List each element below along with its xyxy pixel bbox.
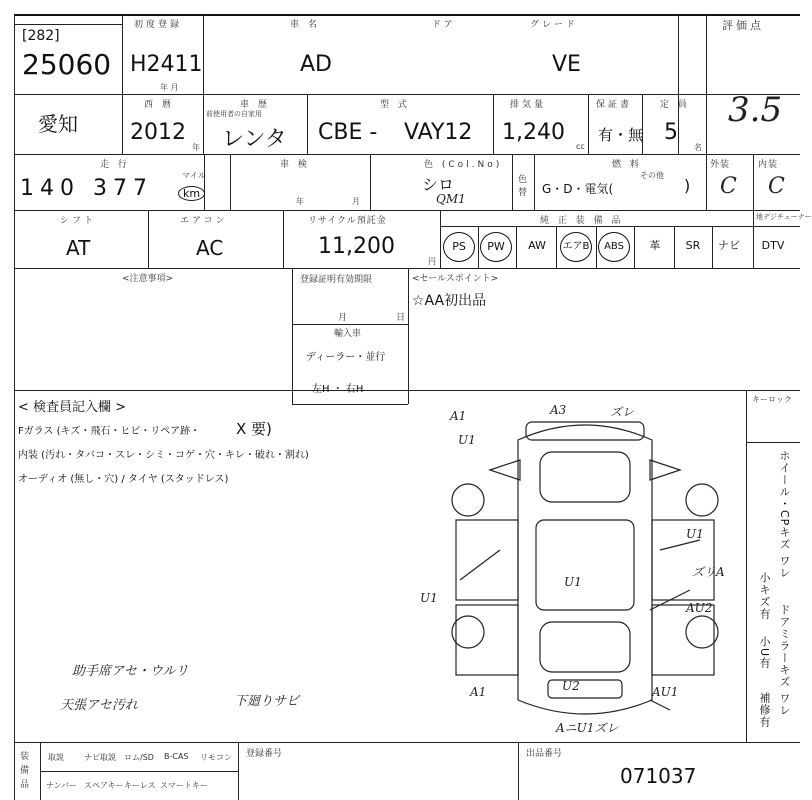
divider <box>14 94 800 95</box>
grade-value: VE <box>552 52 581 77</box>
exhibit-value: 071037 <box>620 764 697 788</box>
divider <box>440 226 800 227</box>
wheel-lf <box>452 484 484 516</box>
divider <box>204 154 205 210</box>
color-label: 色 (Col.No) <box>424 160 503 170</box>
car-diagram <box>420 400 740 740</box>
divider <box>14 154 800 155</box>
displacement-label: 排気量 <box>510 100 547 110</box>
divider <box>596 226 597 268</box>
mark-10: A1 <box>470 685 487 699</box>
divider <box>712 226 713 268</box>
shift-label: シフト <box>60 216 97 226</box>
mileage-label: 走 行 <box>100 160 130 170</box>
inspection-label: 車 検 <box>280 160 310 170</box>
equip-airbag: エアB <box>560 232 592 262</box>
side-label-dent: 小U有 <box>758 636 771 670</box>
fuel-close: ) <box>684 176 691 195</box>
divider <box>14 742 800 743</box>
divider <box>14 24 122 25</box>
warranty-value: 有・無 <box>598 126 644 144</box>
warranty-label: 保証書 <box>596 100 633 110</box>
recycle-label: リサイクル預託金 <box>308 216 387 226</box>
region-value: 愛知 <box>38 112 78 136</box>
mileage-unit-top: マイル <box>182 171 206 180</box>
divider <box>440 210 441 268</box>
divider <box>556 226 557 268</box>
footer-item: スペアキー <box>84 781 124 790</box>
mark-5: U1 <box>686 527 704 541</box>
import-label: 輸入車 <box>334 329 362 339</box>
divider <box>746 442 800 443</box>
exterior-label: 外装 <box>710 160 731 170</box>
mark-4: ズレ <box>610 405 635 419</box>
first-reg-value: H2411 <box>130 52 203 77</box>
car-body-outline <box>518 425 652 714</box>
mark-stroke <box>660 540 700 550</box>
equip-leather: 革 <box>649 239 661 252</box>
door-label: ドア <box>432 20 456 30</box>
divider <box>292 324 408 325</box>
mark-stroke <box>460 550 500 580</box>
divider <box>292 404 408 405</box>
car-name-value: AD <box>300 52 332 77</box>
inspector-line1: Fガラス (キズ・飛石・ヒビ・リペア跡・ <box>18 426 201 437</box>
interior-value: C <box>768 174 785 199</box>
roof <box>536 520 634 610</box>
capacity-value: 5 <box>664 120 678 145</box>
divider <box>148 210 149 268</box>
displacement-unit: cc <box>576 142 585 151</box>
equip-pw: PW <box>480 232 512 262</box>
model-value: VAY12 <box>404 120 473 145</box>
footer-item: ナビ取説 <box>84 753 116 762</box>
equip-dtv: DTV <box>761 239 785 252</box>
import-value: ディーラー・並行 <box>306 352 386 363</box>
divider <box>678 14 679 154</box>
footer-item: スマートキー <box>160 781 208 790</box>
inspector-title: < 検査員記入欄 > <box>18 400 127 415</box>
divider <box>203 14 204 94</box>
reg-expiry-label: 登録証明有効期限 <box>300 275 373 285</box>
ac-value: AC <box>196 236 224 260</box>
equip-ps: PS <box>443 232 475 262</box>
footer-item: キーレス <box>124 781 156 790</box>
divider <box>307 94 308 154</box>
footer-item: ナンバー <box>46 781 78 790</box>
wheel-rr <box>686 616 718 648</box>
divider <box>634 226 635 268</box>
notes-label: <注意事項> <box>122 274 174 284</box>
rear-window <box>540 622 630 672</box>
equipment-label: 純 正 装 備 品 <box>540 216 624 226</box>
ac-label: エアコン <box>180 216 228 226</box>
hand-note-1: 助手席アセ・ウルリ <box>72 664 189 679</box>
divider <box>493 94 494 154</box>
mark-1: A1 <box>450 409 467 423</box>
inspector-line3: オーディオ (無し・穴) / タイヤ (スタッドレス) <box>18 474 229 485</box>
mark-12: AU1 <box>652 685 679 699</box>
side-label-repair: 補修有 <box>758 692 771 728</box>
right-rear-door <box>652 605 714 675</box>
divider <box>512 154 513 210</box>
wheel-rf <box>686 484 718 516</box>
divider <box>753 154 754 210</box>
windshield <box>540 452 630 502</box>
left-border <box>14 14 15 800</box>
reg-day: 日 <box>396 313 406 323</box>
recycle-value: 11,200 <box>318 234 395 259</box>
capacity-unit: 名 <box>694 143 702 152</box>
divider <box>14 390 800 391</box>
color-code: QM1 <box>436 192 466 206</box>
score-label: 評価点 <box>722 19 764 32</box>
extra-label: 地デジチューナー <box>756 213 812 221</box>
exhibit-label: 出品番号 <box>526 749 563 759</box>
divider <box>516 226 517 268</box>
first-reg-label: 初度登録 <box>134 20 183 30</box>
divider <box>238 742 239 800</box>
sales-point-label: <セールスポイント> <box>412 274 499 284</box>
divider <box>230 154 231 210</box>
inspection-year: 年 <box>296 197 304 206</box>
fuel-other-label: その他 <box>640 171 664 180</box>
top-border <box>14 14 800 16</box>
divider <box>370 154 371 210</box>
divider <box>203 94 204 154</box>
mark-7: ズリA <box>692 565 725 579</box>
inspector-line2: 内装 (汚れ・タバコ・スレ・シミ・コゲ・穴・キレ・破れ・割れ) <box>18 450 309 461</box>
footer-item: B-CAS <box>164 752 189 761</box>
vehicle-type-sub: 前使用者の自家用 <box>206 110 262 118</box>
divider <box>283 210 284 268</box>
color-value: シロ <box>422 175 455 194</box>
equip-aw: AW <box>528 239 546 252</box>
equip-abs: ABS <box>598 232 630 262</box>
divider <box>122 14 123 154</box>
year-month-label: 年 月 <box>160 83 179 92</box>
mark-3: A3 <box>550 403 567 417</box>
wheel-lr <box>452 616 484 648</box>
lot-number-bracket: [282] <box>22 28 60 44</box>
divider <box>408 268 409 404</box>
interior-label: 内装 <box>758 160 779 170</box>
footer-item: ロム/SD <box>124 753 154 762</box>
vehicle-type-label: 車 歴 <box>240 100 270 110</box>
divider <box>478 226 479 268</box>
score-value: 3.5 <box>728 90 783 130</box>
key-lock-label: キーロック <box>752 395 792 404</box>
sales-point-value: ☆AA初出品 <box>412 293 487 309</box>
divider <box>518 742 519 800</box>
car-name-label: 車 名 <box>290 20 320 30</box>
divider <box>753 210 754 268</box>
fuel-value: G・D・電気( <box>542 182 614 196</box>
year-unit: 年 <box>192 143 200 152</box>
divider <box>40 771 238 772</box>
recycle-unit: 円 <box>428 257 436 266</box>
registration-label: 登録番号 <box>246 749 283 759</box>
year-value: 2012 <box>130 120 186 145</box>
footer-item: リモコン <box>200 753 232 762</box>
mirror-right <box>650 460 680 480</box>
mark-6: U1 <box>564 575 582 589</box>
mileage-value: 140 377 <box>20 176 153 201</box>
displacement-value: 1,240 <box>502 120 565 145</box>
hand-note-3: 下廻りサビ <box>234 694 300 709</box>
footer-item: 取説 <box>48 753 64 762</box>
footer-equipment-label: 装備品 <box>20 752 30 790</box>
inspection-month: 月 <box>352 197 360 206</box>
shift-value: AT <box>66 236 91 260</box>
year-label: 西 暦 <box>144 100 174 110</box>
mark-9: U1 <box>420 591 438 605</box>
divider <box>534 154 535 210</box>
steering-value: 左H ・ 右H <box>312 384 364 395</box>
divider <box>292 268 293 404</box>
rear-bumper <box>548 680 622 698</box>
divider <box>14 210 800 211</box>
divider <box>14 268 800 269</box>
mark-8: AU2 <box>686 601 713 615</box>
divider <box>674 226 675 268</box>
left-rear-door <box>456 605 518 675</box>
mileage-unit-circled: km <box>178 186 205 201</box>
model-prefix: CBE - <box>318 120 378 145</box>
mark-11: U2 <box>562 679 580 693</box>
inspector-line1-mark: X 要) <box>236 420 272 438</box>
equip-navi: ナビ <box>718 239 740 252</box>
reg-month: 月 <box>338 313 348 323</box>
right-front-door <box>652 520 714 600</box>
lot-number: 25060 <box>22 48 112 81</box>
divider <box>588 94 589 154</box>
mirror-left <box>490 460 520 480</box>
hand-note-2: 天張アセ汚れ <box>60 698 138 713</box>
capacity-label: 定 員 <box>660 100 690 110</box>
model-label: 型 式 <box>380 100 410 110</box>
equip-sr: SR <box>685 239 701 252</box>
side-label-scratch: 小キズ有 <box>758 572 771 620</box>
exterior-value: C <box>720 174 737 199</box>
color-change-label: 色替 <box>518 175 528 198</box>
side-label-wheel: ホイール・CPキズ ワレ <box>778 450 791 579</box>
grade-label: グレード <box>530 20 579 30</box>
side-label-mirror: ドアミラーキズ ワレ <box>778 604 791 717</box>
fuel-label: 燃 料 <box>612 160 642 170</box>
divider <box>706 14 707 210</box>
mark-stroke <box>650 700 670 710</box>
mark-2: U1 <box>458 433 476 447</box>
mark-13: AニU1ズレ <box>556 721 619 735</box>
vehicle-type-value: レンタ <box>222 127 287 152</box>
